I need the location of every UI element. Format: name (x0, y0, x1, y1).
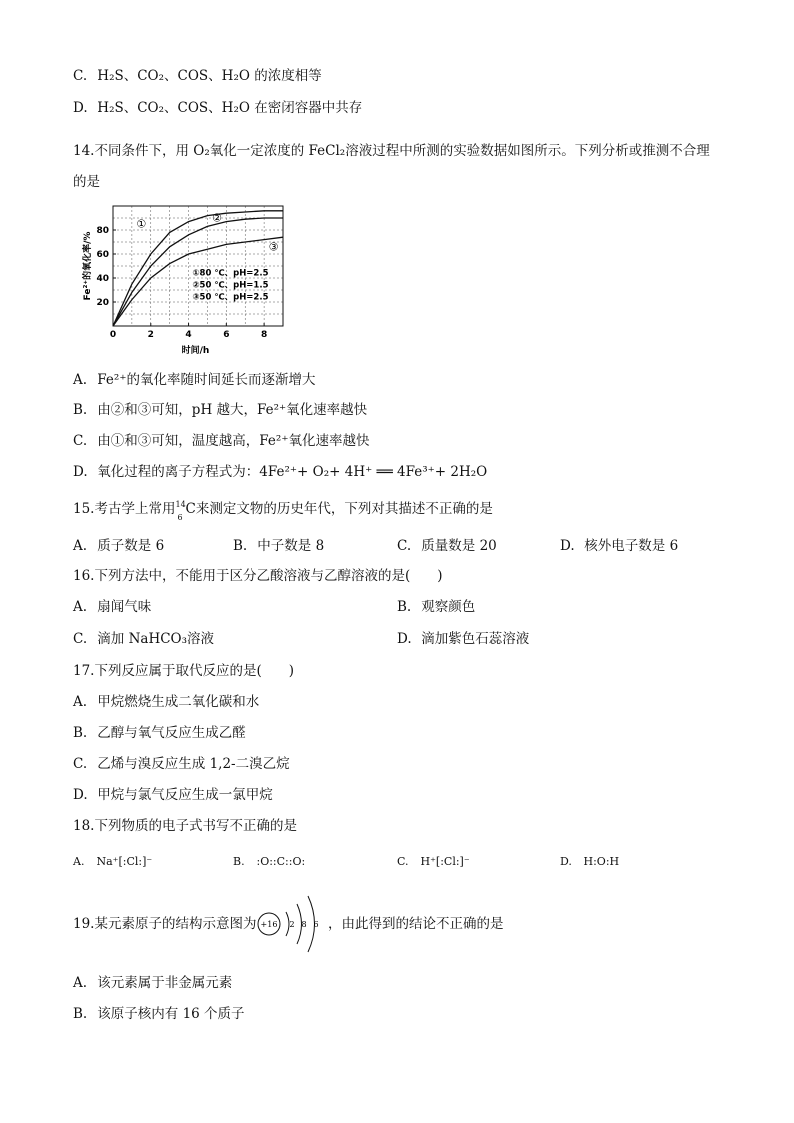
y-tick-label: 80 (96, 226, 109, 236)
atomic-structure-diagram (256, 890, 330, 958)
series-label-2: ② (211, 211, 222, 225)
option-text: 甲烷与氯气反应生成一氯甲烷 (97, 787, 273, 803)
option-text: H₂S、CO₂、COS、H₂O 在密闭容器中共存 (97, 100, 363, 116)
oxidation-rate-chart (78, 200, 293, 360)
legend-entry: ①80 ℃、pH=2.5 (192, 268, 269, 279)
q18-option-d (560, 852, 619, 872)
option-label: B. (73, 1006, 88, 1022)
q14-stem-line1: 14.不同条件下，用 O₂氧化一定浓度的 FeCl₂溶液过程中所测的实验数据如图所示。下列分析或推测不合理 (73, 143, 710, 159)
q15-stem-suffix: 来测定文物的历史年代，下列对其描述不正确的是 (195, 501, 493, 517)
x-tick-label: 8 (260, 330, 268, 340)
q15-option-d (560, 536, 678, 556)
option-text: 扇闻气味 (97, 599, 152, 615)
option-text: 核外电子数是 6 (584, 538, 679, 554)
option-label: B. (73, 725, 88, 741)
q18-option-c (397, 852, 470, 872)
option-text: 乙醇与氧气反应生成乙醛 (97, 725, 246, 741)
legend-entry: ③50 ℃、pH=2.5 (192, 292, 269, 303)
isotope-mass-number: 14 (175, 500, 186, 509)
electron-formula: H:O:H (583, 855, 620, 868)
option-label: C. (73, 68, 88, 84)
q15-stem-prefix: 15.考古学上常用 (73, 501, 176, 517)
option-label: B. (233, 538, 248, 554)
option-text: 中子数是 8 (257, 538, 325, 554)
option-text: 滴加 NaHCO₃溶液 (97, 631, 215, 647)
q15-option-c (397, 536, 497, 556)
option-label: B. (397, 599, 412, 615)
q16-option-d (397, 629, 529, 649)
option-text: Fe²⁺的氧化率随时间延长而逐渐增大 (97, 372, 316, 388)
q14-stem-line2: 的是 (73, 174, 100, 190)
electron-formula: H⁺[:Cl:]⁻ (420, 855, 470, 868)
option-label: C. (73, 433, 88, 449)
legend-entry: ②50 ℃、pH=1.5 (192, 280, 269, 291)
option-label: D. (560, 538, 575, 554)
option-label: B. (233, 855, 245, 868)
option-label: B. (73, 402, 88, 418)
x-tick-label: 4 (185, 330, 192, 340)
shell-electrons-3: 6 (313, 920, 319, 929)
q17-option-a (73, 692, 259, 712)
q16-option-a (73, 597, 151, 617)
q14-option-b (73, 400, 367, 420)
y-axis-label: Fe²⁺的氧化率/% (83, 231, 93, 301)
q15-stem (73, 499, 493, 522)
q15-option-a (73, 536, 164, 556)
y-tick-label: 40 (96, 274, 109, 284)
option-text: 质量数是 20 (421, 538, 497, 554)
q18-option-b (233, 852, 305, 872)
option-text: 观察颜色 (421, 599, 476, 615)
y-tick-label: 20 (96, 298, 109, 308)
q17-stem: 17.下列反应属于取代反应的是( ) (73, 663, 295, 679)
x-tick-label: 0 (109, 330, 117, 340)
option-text: 该元素属于非金属元素 (97, 975, 233, 991)
q16-option-b (397, 597, 475, 617)
q16-stem: 16.下列方法中，不能用于区分乙酸溶液与乙醇溶液的是( ) (73, 568, 443, 584)
chart-labels (81, 212, 279, 356)
q18-stem: 18.下列物质的电子式书写不正确的是 (73, 818, 297, 834)
q19-option-a (73, 973, 232, 993)
option-label: A. (73, 599, 88, 615)
q16-option-c (73, 629, 214, 649)
q13-option-d (73, 98, 362, 118)
x-tick-label: 2 (147, 330, 154, 340)
q17-option-d (73, 785, 273, 805)
option-text: 甲烷燃烧生成二氧化碳和水 (97, 694, 260, 710)
option-text: 乙烯与溴反应生成 1,2-二溴乙烷 (97, 756, 290, 772)
x-axis-label: 时间/h (181, 346, 210, 356)
y-tick-label: 60 (96, 250, 109, 260)
option-label: D. (73, 787, 88, 803)
option-text: H₂S、CO₂、COS、H₂O 的浓度相等 (97, 68, 322, 84)
option-label: D. (73, 464, 88, 480)
q13-option-c (73, 66, 322, 86)
option-label: A. (73, 855, 85, 868)
q14-option-c (73, 431, 369, 451)
q14-option-a (73, 370, 315, 390)
option-label: D. (560, 855, 572, 868)
option-label: C. (73, 631, 88, 647)
x-tick-label: 6 (223, 330, 230, 340)
series-label-3: ③ (268, 240, 279, 254)
option-text: 滴加紫色石蕊溶液 (421, 631, 530, 647)
option-label: C. (73, 756, 88, 772)
option-text: 质子数是 6 (97, 538, 165, 554)
electron-formula: Na⁺[:Cl:]⁻ (96, 855, 153, 868)
option-text: 氧化过程的离子方程式为：4Fe²⁺+ O₂+ 4H⁺ ══ 4Fe³⁺+ 2H₂O (97, 464, 488, 480)
option-label: C. (397, 855, 409, 868)
option-label: A. (73, 372, 88, 388)
option-label: A. (73, 975, 88, 991)
q19-option-b (73, 1004, 245, 1024)
option-label: D. (397, 631, 412, 647)
nucleus-charge: +16 (260, 920, 278, 929)
q19-stem-prefix: 19.某元素原子的结构示意图为 (73, 916, 257, 932)
option-text: 该原子核内有 16 个质子 (97, 1006, 245, 1022)
q17-option-b (73, 723, 246, 743)
q15-option-b (233, 536, 324, 556)
option-text: 由①和③可知，温度越高，Fe²⁺氧化速率越快 (97, 433, 370, 449)
shell-electrons-1: 2 (289, 920, 295, 929)
q19-stem-suffix: ，由此得到的结论不正确的是 (328, 916, 504, 932)
option-label: D. (73, 100, 88, 116)
shell-electrons-2: 8 (301, 920, 307, 929)
series-label-1: ① (136, 217, 147, 231)
option-text: 由②和③可知，pH 越大，Fe²⁺氧化速率越快 (97, 402, 368, 418)
isotope-atomic-number: 6 (177, 513, 183, 522)
electron-formula: :O::C::O: (256, 855, 306, 868)
option-label: A. (73, 694, 88, 710)
q17-option-c (73, 754, 290, 774)
option-label: C. (397, 538, 412, 554)
isotope-notation (175, 499, 186, 522)
q18-option-a (73, 852, 152, 872)
option-label: A. (73, 538, 88, 554)
isotope-symbol: C (185, 501, 196, 517)
q14-option-d (73, 462, 487, 482)
